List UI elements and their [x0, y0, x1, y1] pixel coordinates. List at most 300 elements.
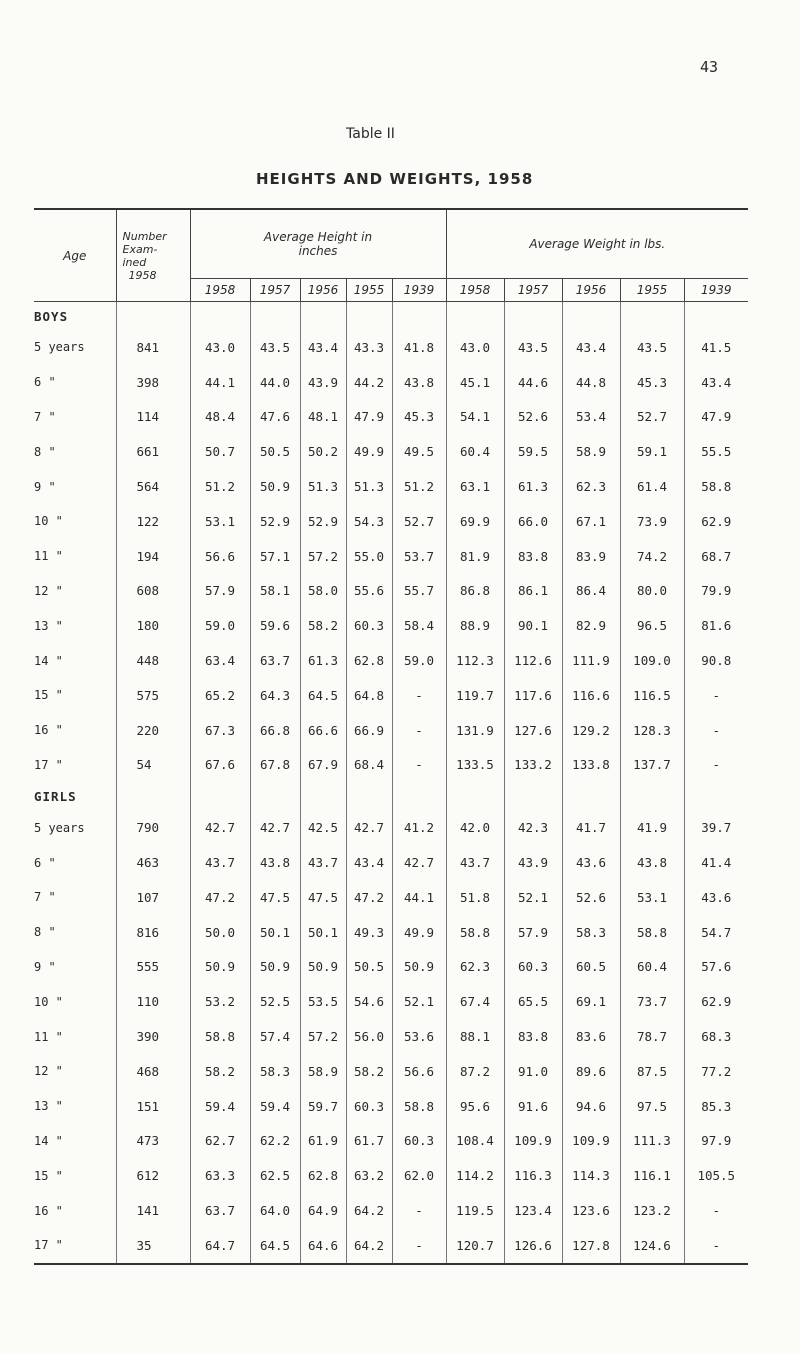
weight-cell: 62.3	[446, 950, 504, 985]
weight-cell: 52.7	[620, 400, 684, 435]
height-cell: 52.9	[300, 504, 346, 539]
empty-cell	[250, 302, 300, 331]
height-year-header: 1939	[392, 279, 446, 302]
weight-cell: 58.9	[562, 434, 620, 469]
table-row	[34, 574, 748, 609]
height-cell: 47.9	[346, 400, 392, 435]
weight-cell: 60.5	[562, 950, 620, 985]
height-cell: 64.8	[346, 678, 392, 713]
number-examined-cell: 390	[116, 1019, 190, 1054]
number-examined-cell: 114	[116, 400, 190, 435]
weight-cell: 82.9	[562, 608, 620, 643]
height-cell: 52.7	[392, 504, 446, 539]
height-cell: 66.8	[250, 713, 300, 748]
height-cell: 42.7	[392, 845, 446, 880]
weight-cell: 44.6	[504, 365, 562, 400]
section-row	[34, 782, 748, 810]
age-cell: 13 "	[34, 1099, 63, 1114]
weight-cell: 52.6	[504, 400, 562, 435]
age-cell: 5 years	[34, 340, 85, 355]
weight-cell: 54.1	[446, 400, 504, 435]
table-row	[34, 539, 748, 574]
table-row	[34, 810, 748, 845]
height-cell: 63.7	[190, 1193, 250, 1228]
age-cell: 7 "	[34, 890, 56, 905]
number-examined-cell: 564	[116, 469, 190, 504]
weight-cell: 43.8	[620, 845, 684, 880]
weight-cell: 94.6	[562, 1089, 620, 1124]
age-cell: 17 "	[34, 757, 63, 772]
weight-cell: 83.8	[504, 1019, 562, 1054]
number-header-line: 1958	[128, 268, 157, 282]
height-cell: -	[392, 1193, 446, 1228]
height-cell: 42.7	[346, 810, 392, 845]
heights-weights-table	[34, 208, 748, 1265]
empty-cell	[620, 302, 684, 331]
weight-cell: 57.9	[504, 915, 562, 950]
weight-cell: 41.7	[562, 810, 620, 845]
weight-cell: 57.6	[684, 950, 748, 985]
table-row	[34, 469, 748, 504]
height-year-header: 1957	[250, 279, 300, 302]
weight-cell: 116.6	[562, 678, 620, 713]
height-cell: 44.1	[190, 365, 250, 400]
weight-cell: 83.8	[504, 539, 562, 574]
number-examined-cell: 122	[116, 504, 190, 539]
height-cell: 53.6	[392, 1019, 446, 1054]
height-cell: 55.7	[392, 574, 446, 609]
height-cell: 66.9	[346, 713, 392, 748]
weight-cell: 91.6	[504, 1089, 562, 1124]
height-cell: 53.2	[190, 984, 250, 1019]
weight-cell: 83.9	[562, 539, 620, 574]
empty-cell	[504, 302, 562, 331]
height-cell: 41.8	[392, 330, 446, 365]
weight-cell: 55.5	[684, 434, 748, 469]
height-cell: 54.3	[346, 504, 392, 539]
table-row	[34, 608, 748, 643]
weight-cell: 119.5	[446, 1193, 504, 1228]
height-cell: 47.6	[250, 400, 300, 435]
number-examined-cell: 54	[116, 748, 190, 783]
weight-cell: 67.4	[446, 984, 504, 1019]
weight-cell: 116.5	[620, 678, 684, 713]
weight-cell: 116.1	[620, 1158, 684, 1193]
height-cell: 48.1	[300, 400, 346, 435]
weight-cell: 126.6	[504, 1228, 562, 1264]
number-examined-header	[116, 209, 190, 302]
height-cell: 53.7	[392, 539, 446, 574]
height-cell: 58.1	[250, 574, 300, 609]
height-cell: 49.5	[392, 434, 446, 469]
height-cell: 51.2	[392, 469, 446, 504]
weight-cell: 95.6	[446, 1089, 504, 1124]
height-cell: 49.3	[346, 915, 392, 950]
weight-cell: 43.0	[446, 330, 504, 365]
height-cell: 59.4	[190, 1089, 250, 1124]
empty-cell	[392, 782, 446, 810]
weight-cell: 97.9	[684, 1124, 748, 1159]
number-examined-cell: 841	[116, 330, 190, 365]
weight-cell: 127.8	[562, 1228, 620, 1264]
weight-cell: 88.9	[446, 608, 504, 643]
weight-cell: 60.4	[620, 950, 684, 985]
empty-cell	[562, 782, 620, 810]
table-row	[34, 365, 748, 400]
weight-cell: 127.6	[504, 713, 562, 748]
weight-cell: 45.3	[620, 365, 684, 400]
height-cell: 43.7	[190, 845, 250, 880]
number-examined-cell: 194	[116, 539, 190, 574]
height-cell: 61.7	[346, 1124, 392, 1159]
weight-cell: 43.6	[562, 845, 620, 880]
height-cell: 42.5	[300, 810, 346, 845]
height-cell: 44.2	[346, 365, 392, 400]
age-cell: 14 "	[34, 653, 63, 668]
weight-cell: 96.5	[620, 608, 684, 643]
weight-cell: 58.8	[620, 915, 684, 950]
height-cell: 50.9	[250, 950, 300, 985]
weight-cell: -	[684, 713, 748, 748]
height-cell: 44.0	[250, 365, 300, 400]
weight-cell: 62.3	[562, 469, 620, 504]
height-cell: 43.9	[300, 365, 346, 400]
height-cell: 67.6	[190, 748, 250, 783]
age-cell: 12 "	[34, 583, 63, 598]
weight-cell: 79.9	[684, 574, 748, 609]
weight-cell: 80.0	[620, 574, 684, 609]
height-cell: 62.8	[346, 643, 392, 678]
table-row	[34, 845, 748, 880]
weight-cell: 86.4	[562, 574, 620, 609]
height-cell: 64.2	[346, 1228, 392, 1264]
number-examined-cell: 575	[116, 678, 190, 713]
empty-cell	[446, 302, 504, 331]
weight-cell: 61.3	[504, 469, 562, 504]
height-cell: 60.3	[346, 608, 392, 643]
page-title: HEIGHTS AND WEIGHTS, 1958	[256, 170, 534, 188]
height-cell: 59.4	[250, 1089, 300, 1124]
height-cell: 58.8	[392, 1089, 446, 1124]
weight-cell: 128.3	[620, 713, 684, 748]
table-row	[34, 643, 748, 678]
age-cell: 8 "	[34, 925, 56, 940]
height-cell: 43.5	[250, 330, 300, 365]
weight-cell: -	[684, 748, 748, 783]
height-cell: 50.9	[190, 950, 250, 985]
weight-cell: 58.3	[562, 915, 620, 950]
weight-cell: 53.1	[620, 880, 684, 915]
height-cell: 58.3	[250, 1054, 300, 1089]
height-cell: 58.2	[346, 1054, 392, 1089]
empty-cell	[504, 782, 562, 810]
height-cell: 62.8	[300, 1158, 346, 1193]
table-row	[34, 1124, 748, 1159]
height-cell: -	[392, 748, 446, 783]
weight-year-header: 1958	[446, 279, 504, 302]
weight-cell: 108.4	[446, 1124, 504, 1159]
height-cell: 50.0	[190, 915, 250, 950]
weight-cell: 41.4	[684, 845, 748, 880]
height-cell: 50.9	[250, 469, 300, 504]
height-cell: 51.3	[346, 469, 392, 504]
height-cell: 50.9	[392, 950, 446, 985]
weight-cell: 39.7	[684, 810, 748, 845]
height-cell: 53.1	[190, 504, 250, 539]
height-cell: 43.0	[190, 330, 250, 365]
height-cell: 50.1	[250, 915, 300, 950]
height-cell: 52.9	[250, 504, 300, 539]
height-cell: 50.1	[300, 915, 346, 950]
height-cell: 59.0	[392, 643, 446, 678]
weight-cell: 88.1	[446, 1019, 504, 1054]
weight-cell: 68.3	[684, 1019, 748, 1054]
height-cell: 56.6	[392, 1054, 446, 1089]
empty-cell	[684, 302, 748, 331]
weight-cell: 114.3	[562, 1158, 620, 1193]
height-cell: 47.2	[346, 880, 392, 915]
weight-cell: 109.0	[620, 643, 684, 678]
height-cell: 45.3	[392, 400, 446, 435]
weight-cell: 123.2	[620, 1193, 684, 1228]
age-cell: 5 years	[34, 820, 85, 835]
height-cell: 57.9	[190, 574, 250, 609]
empty-cell	[620, 782, 684, 810]
empty-cell	[190, 302, 250, 331]
weight-cell: 116.3	[504, 1158, 562, 1193]
age-cell: 10 "	[34, 514, 63, 529]
height-cell: 66.6	[300, 713, 346, 748]
weight-cell: 74.2	[620, 539, 684, 574]
number-header-line: Number	[122, 229, 167, 243]
age-cell: 17 "	[34, 1228, 116, 1264]
weight-cell: 114.2	[446, 1158, 504, 1193]
height-cell: 43.8	[392, 365, 446, 400]
height-cell: 56.6	[190, 539, 250, 574]
height-cell: 64.6	[300, 1228, 346, 1264]
height-cell: 62.0	[392, 1158, 446, 1193]
table-row	[34, 880, 748, 915]
height-cell: 55.0	[346, 539, 392, 574]
height-cell: 67.9	[300, 748, 346, 783]
section-label: GIRLS	[34, 788, 77, 804]
height-cell: 47.5	[300, 880, 346, 915]
height-cell: 64.7	[190, 1228, 250, 1264]
weight-cell: 73.7	[620, 984, 684, 1019]
weight-cell: 111.9	[562, 643, 620, 678]
empty-cell	[392, 302, 446, 331]
section-label: BOYS	[34, 308, 69, 324]
weight-cell: 58.8	[446, 915, 504, 950]
table-row	[34, 984, 748, 1019]
weight-cell: 86.8	[446, 574, 504, 609]
number-header-line: Exam-	[122, 242, 158, 256]
weight-cell: 81.9	[446, 539, 504, 574]
weight-cell: 97.5	[620, 1089, 684, 1124]
weight-cell: 45.1	[446, 365, 504, 400]
number-examined-cell: 661	[116, 434, 190, 469]
height-cell: 58.9	[300, 1054, 346, 1089]
height-cell: 59.6	[250, 608, 300, 643]
weight-cell: 67.1	[562, 504, 620, 539]
weight-cell: 42.0	[446, 810, 504, 845]
height-cell: 55.6	[346, 574, 392, 609]
age-cell: 14 "	[34, 1133, 63, 1148]
weight-cell: 47.9	[684, 400, 748, 435]
height-cell: 50.5	[250, 434, 300, 469]
number-examined-cell: 107	[116, 880, 190, 915]
number-examined-cell: 180	[116, 608, 190, 643]
weight-cell: 109.9	[504, 1124, 562, 1159]
empty-cell	[300, 782, 346, 810]
weight-cell: 62.9	[684, 984, 748, 1019]
table-row	[34, 1228, 748, 1264]
weight-cell: 87.2	[446, 1054, 504, 1089]
height-cell: 60.3	[346, 1089, 392, 1124]
height-cell: 67.3	[190, 713, 250, 748]
weight-cell: 53.4	[562, 400, 620, 435]
age-cell: 16 "	[34, 723, 63, 738]
height-header-line: inches	[298, 244, 338, 258]
weight-cell: 91.0	[504, 1054, 562, 1089]
weight-cell: 120.7	[446, 1228, 504, 1264]
table-row	[34, 748, 748, 783]
table-row	[34, 1054, 748, 1089]
height-cell: 42.7	[190, 810, 250, 845]
age-cell: 6 "	[34, 855, 56, 870]
height-cell: 63.2	[346, 1158, 392, 1193]
height-cell: 48.4	[190, 400, 250, 435]
weight-cell: 41.9	[620, 810, 684, 845]
weight-cell: 42.3	[504, 810, 562, 845]
height-cell: 64.2	[346, 1193, 392, 1228]
section-row	[34, 302, 748, 331]
number-examined-cell: 220	[116, 713, 190, 748]
height-cell: 47.2	[190, 880, 250, 915]
age-cell: 7 "	[34, 409, 56, 424]
height-cell: 52.1	[392, 984, 446, 1019]
age-cell: 10 "	[34, 994, 63, 1009]
age-cell: 13 "	[34, 618, 63, 633]
weight-cell: 43.4	[562, 330, 620, 365]
age-cell: 9 "	[34, 959, 56, 974]
table-row	[34, 400, 748, 435]
height-year-header: 1955	[346, 279, 392, 302]
height-cell: 53.5	[300, 984, 346, 1019]
weight-cell: 123.6	[562, 1193, 620, 1228]
number-examined-cell: 608	[116, 574, 190, 609]
weight-cell: 61.4	[620, 469, 684, 504]
height-cell: 56.0	[346, 1019, 392, 1054]
weight-year-header: 1939	[684, 279, 748, 302]
age-cell: 6 "	[34, 375, 56, 390]
empty-cell	[346, 782, 392, 810]
page-number: 43	[700, 58, 719, 76]
table-row	[34, 713, 748, 748]
height-cell: 64.3	[250, 678, 300, 713]
number-examined-cell: 398	[116, 365, 190, 400]
height-cell: 43.4	[300, 330, 346, 365]
weight-cell: 69.1	[562, 984, 620, 1019]
weight-cell: 43.6	[684, 880, 748, 915]
height-cell: -	[392, 713, 446, 748]
empty-cell	[446, 782, 504, 810]
table-row	[34, 678, 748, 713]
weight-cell: 123.4	[504, 1193, 562, 1228]
weight-cell: 43.4	[684, 365, 748, 400]
height-cell: 67.8	[250, 748, 300, 783]
weight-cell: 86.1	[504, 574, 562, 609]
weight-cell: 58.8	[684, 469, 748, 504]
weight-cell: 54.7	[684, 915, 748, 950]
weight-cell: 60.4	[446, 434, 504, 469]
height-cell: 63.3	[190, 1158, 250, 1193]
height-cell: 52.5	[250, 984, 300, 1019]
weight-cell: 68.7	[684, 539, 748, 574]
weight-cell: 69.9	[446, 504, 504, 539]
empty-cell	[250, 782, 300, 810]
weight-cell: 129.2	[562, 713, 620, 748]
number-examined-cell: 110	[116, 984, 190, 1019]
height-cell: 54.6	[346, 984, 392, 1019]
number-examined-cell: 141	[116, 1193, 190, 1228]
empty-cell	[562, 302, 620, 331]
weight-cell: -	[684, 1193, 748, 1228]
height-cell: 59.0	[190, 608, 250, 643]
empty-cell	[346, 302, 392, 331]
weight-cell: -	[684, 1228, 748, 1264]
height-cell: 49.9	[346, 434, 392, 469]
height-cell: 57.1	[250, 539, 300, 574]
height-cell: 50.9	[300, 950, 346, 985]
weight-cell: 89.6	[562, 1054, 620, 1089]
height-cell: 61.3	[300, 643, 346, 678]
number-examined-cell: 151	[116, 1089, 190, 1124]
weight-cell: 111.3	[620, 1124, 684, 1159]
weight-year-header: 1957	[504, 279, 562, 302]
height-cell: 61.9	[300, 1124, 346, 1159]
table-row	[34, 950, 748, 985]
weight-cell: 52.6	[562, 880, 620, 915]
weight-cell: 81.6	[684, 608, 748, 643]
height-cell: 43.7	[300, 845, 346, 880]
empty-cell	[190, 782, 250, 810]
height-cell: 64.0	[250, 1193, 300, 1228]
height-cell: -	[392, 678, 446, 713]
weight-cell: 66.0	[504, 504, 562, 539]
weight-cell: 73.9	[620, 504, 684, 539]
height-cell: 60.3	[392, 1124, 446, 1159]
height-year-header: 1956	[300, 279, 346, 302]
height-cell: 58.0	[300, 574, 346, 609]
height-cell: 58.2	[190, 1054, 250, 1089]
weight-cell: 65.5	[504, 984, 562, 1019]
height-cell: 63.7	[250, 643, 300, 678]
age-cell: 15 "	[34, 688, 63, 703]
height-cell: 42.7	[250, 810, 300, 845]
height-cell: 65.2	[190, 678, 250, 713]
weight-cell: 112.6	[504, 643, 562, 678]
number-examined-cell: 35	[116, 1228, 190, 1264]
number-examined-cell: 448	[116, 643, 190, 678]
age-cell: 8 "	[34, 444, 56, 459]
weight-cell: 83.6	[562, 1019, 620, 1054]
height-cell: 43.4	[346, 845, 392, 880]
age-cell: 11 "	[34, 1029, 63, 1044]
weight-cell: 90.1	[504, 608, 562, 643]
weight-cell: 109.9	[562, 1124, 620, 1159]
weight-cell: 62.9	[684, 504, 748, 539]
